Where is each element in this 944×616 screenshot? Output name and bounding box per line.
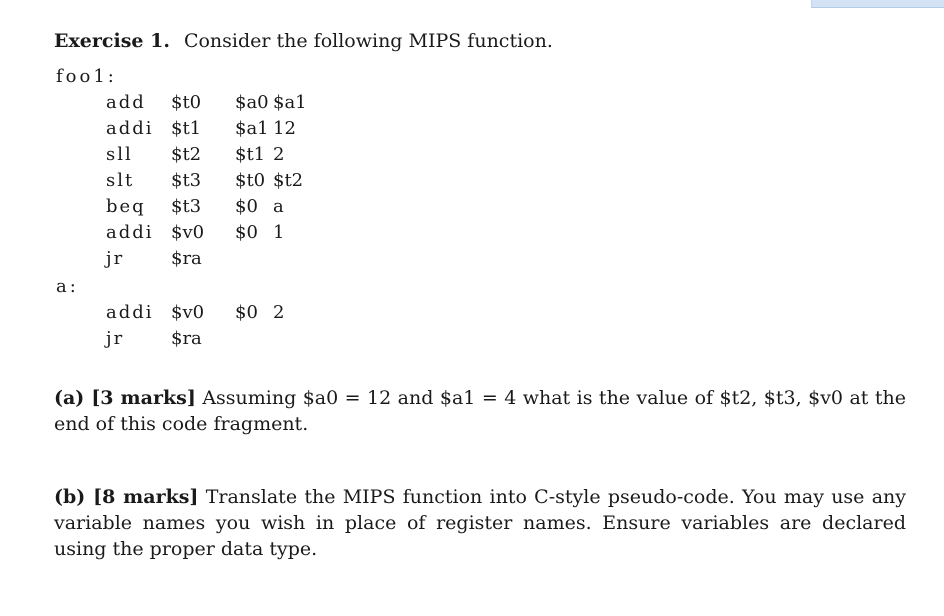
code-opcode: addi (106, 118, 154, 139)
exercise-text: Consider the following MIPS function. (183, 30, 553, 52)
code-opcode: jr (106, 248, 125, 269)
code-operand: $t1 (171, 118, 202, 139)
code-operand: $0 (235, 302, 258, 323)
code-operand: $v0 (171, 222, 205, 243)
code-operand: 1 (273, 222, 285, 243)
question-a-label: (a) [3 marks] (54, 387, 196, 409)
code-operand: $0 (235, 196, 258, 217)
code-operand: $t1 (235, 144, 266, 165)
code-label-a: a: (56, 276, 79, 297)
code-operand: a (273, 196, 284, 217)
code-operand: 12 (273, 118, 296, 139)
code-operand: 2 (273, 144, 285, 165)
question-a (54, 385, 906, 437)
top-edge-bar (811, 0, 944, 8)
question-a-text: Assuming $a0 = 12 and $a1 = 4 what is the value of $t2, $t3, $v0 at the end of this code fragment. (54, 387, 907, 435)
code-opcode: add (106, 92, 146, 113)
code-operand: 2 (273, 302, 285, 323)
exercise-label: Exercise 1. (54, 30, 170, 52)
code-operand: $a1 (273, 92, 307, 113)
code-operand: $a1 (235, 118, 269, 139)
question-b-text: Translate the MIPS function into C-style pseudo-code. You may use any variable names you wish in place of register names. Ensure variables are declared using the proper data type. (54, 486, 906, 560)
code-opcode: slt (106, 170, 135, 191)
question-b-label: (b) [8 marks] (54, 486, 199, 508)
exercise-title (54, 30, 553, 52)
code-opcode: addi (106, 302, 154, 323)
code-operand: $t2 (273, 170, 304, 191)
code-operand: $ra (171, 248, 202, 269)
code-operand: $t3 (171, 196, 202, 217)
code-label-foo1: foo1: (56, 66, 117, 87)
code-operand: $t0 (171, 92, 202, 113)
code-operand: $t0 (235, 170, 266, 191)
code-opcode: sll (106, 144, 133, 165)
code-operand: $ra (171, 328, 202, 349)
code-opcode: beq (106, 196, 146, 217)
code-operand: $t2 (171, 144, 202, 165)
code-opcode: jr (106, 328, 125, 349)
code-operand: $0 (235, 222, 258, 243)
code-operand: $t3 (171, 170, 202, 191)
code-operand: $a0 (235, 92, 269, 113)
question-b (54, 484, 906, 562)
code-opcode: addi (106, 222, 154, 243)
code-operand: $v0 (171, 302, 205, 323)
